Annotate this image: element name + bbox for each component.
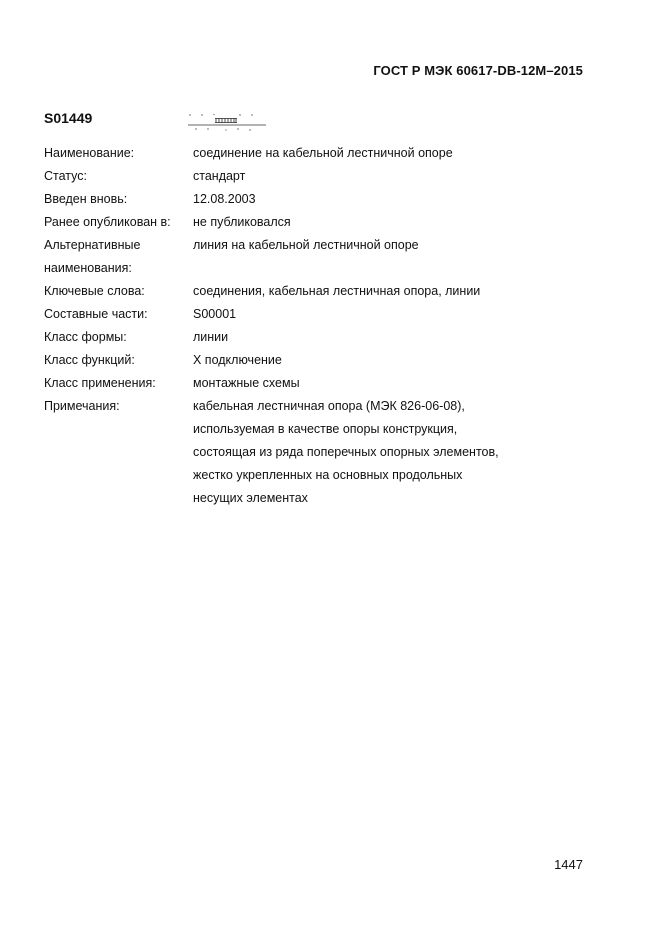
field-components — [44, 303, 564, 326]
value-line: несущих элементах — [193, 491, 308, 505]
field-application-class — [44, 372, 564, 395]
field-value — [193, 326, 564, 349]
field-value — [193, 372, 564, 395]
field-previously-published — [44, 211, 564, 234]
field-alternative-names — [44, 234, 564, 280]
field-value — [193, 142, 564, 165]
field-label: Примечания: — [44, 399, 120, 413]
field-label: Введен вновь: — [44, 192, 128, 206]
value-line: стандарт — [193, 169, 246, 183]
value-line: 12.08.2003 — [193, 192, 256, 206]
field-label: Ключевые слова: — [44, 284, 145, 298]
field-name — [44, 142, 564, 165]
field-function-class — [44, 349, 564, 372]
field-value — [193, 211, 564, 234]
value-line: соединение на кабельной лестничной опоре — [193, 146, 453, 160]
field-introduced — [44, 188, 564, 211]
standard-designation: ГОСТ Р МЭК 60617-DB-12M–2015 — [373, 63, 583, 78]
value-line: линия на кабельной лестничной опоре — [193, 238, 419, 252]
field-notes — [44, 395, 564, 510]
symbol-code: S01449 — [44, 110, 93, 126]
value-line: используемая в качестве опоры конструкция, — [193, 422, 458, 436]
value-line: монтажные схемы — [193, 376, 300, 390]
field-value — [193, 234, 564, 280]
field-keywords — [44, 280, 564, 303]
field-status — [44, 165, 564, 188]
value-line: кабельная лестничная опора (МЭК 826-06-08), — [193, 399, 465, 413]
field-value — [193, 303, 564, 326]
field-value — [193, 349, 564, 372]
cable-ladder-connection-symbol-icon — [188, 112, 268, 134]
value-line: S00001 — [193, 307, 237, 321]
field-label: Альтернативные наименования: — [44, 238, 141, 275]
field-label: Составные части: — [44, 307, 148, 321]
field-label: Класс формы: — [44, 330, 127, 344]
field-value — [193, 280, 564, 303]
page-number: 1447 — [554, 857, 583, 872]
value-line: состоящая из ряда поперечных опорных элементов, — [193, 445, 499, 459]
value-line: соединения, кабельная лестничная опора, линии — [193, 284, 481, 298]
field-label: Класс функций: — [44, 353, 135, 367]
field-shape-class — [44, 326, 564, 349]
field-value — [193, 395, 564, 510]
field-label: Наименование: — [44, 146, 135, 160]
field-label: Класс применения: — [44, 376, 156, 390]
symbol-properties — [44, 142, 564, 510]
value-line: линии — [193, 330, 229, 344]
value-line: X подключение — [193, 353, 282, 367]
value-line: жестко укрепленных на основных продольных — [193, 468, 463, 482]
value-line: не публиковался — [193, 215, 291, 229]
field-value — [193, 188, 564, 211]
field-value — [193, 165, 564, 188]
field-label: Ранее опубликован в: — [44, 215, 171, 229]
field-label: Статус: — [44, 169, 87, 183]
